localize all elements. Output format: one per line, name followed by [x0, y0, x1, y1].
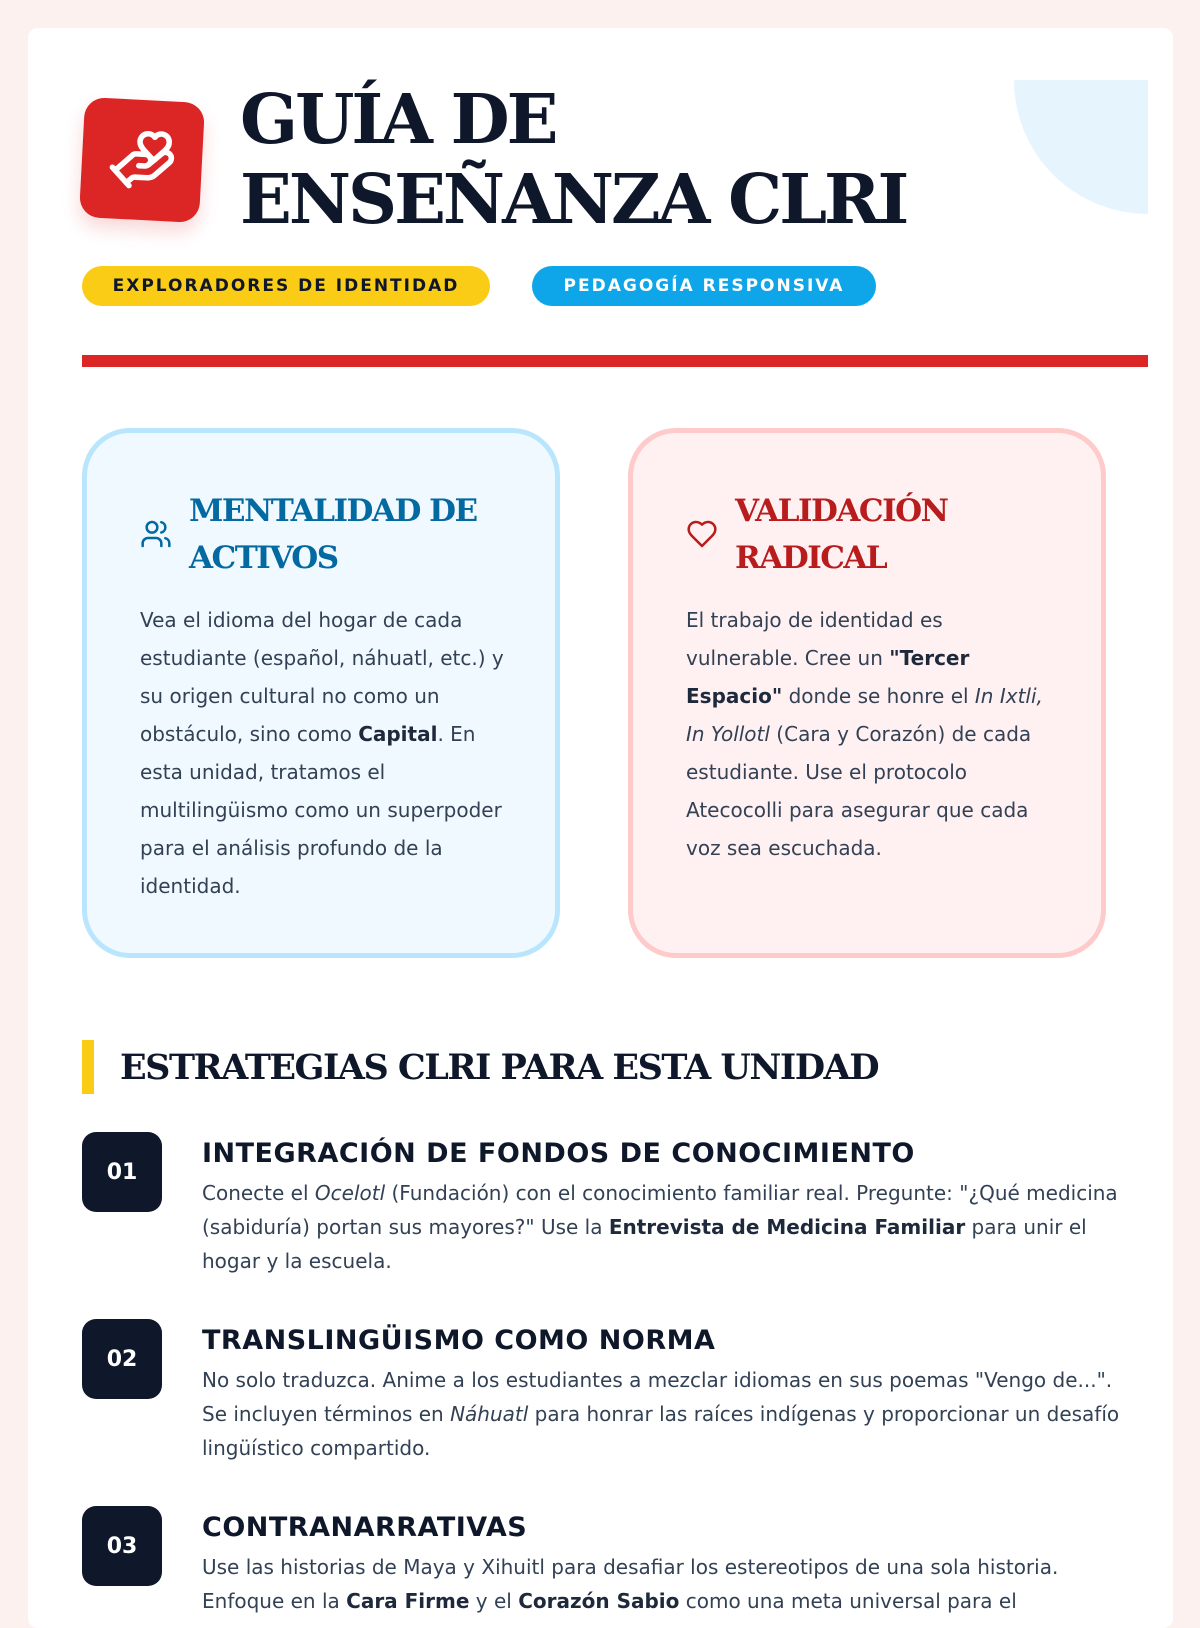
strategy-item — [82, 1319, 1148, 1479]
heart-icon — [686, 518, 718, 550]
strategy-body: No solo traduzca. Anime a los estudiantes a mezclar idiomas en sus poemas "Vengo de...". Se incluyen términos en Náhuatl para honrar las raíces indígenas y proporcionar un desafío lingüístico compartido. — [202, 1368, 1120, 1460]
section-accent-bar — [82, 1040, 94, 1094]
card-title: VALIDACIÓN RADICAL — [735, 493, 948, 576]
card-body: Vea el idioma del hogar de cada estudiante (español, náhuatl, etc.) y su origen cultural no como un obstáculo, sino como Capital. En esta unidad, tratamos el multilingüismo como un superpoder para el análisis profundo de la identidad. — [140, 608, 504, 898]
heart-hand-icon — [105, 123, 179, 197]
strategy-item — [82, 1132, 1148, 1292]
logo-badge — [79, 97, 205, 223]
users-icon — [140, 518, 172, 550]
card-validacion-radical — [628, 428, 1106, 958]
tag-exploradores: EXPLORADORES DE IDENTIDAD — [82, 266, 490, 306]
teaching-guide-page — [28, 28, 1173, 1628]
strategy-body: Conecte el Ocelotl (Fundación) con el conocimiento familiar real. Pregunte: "¿Qué medicina (sabiduría) portan sus mayores?" Use la Entrevista de Medicina Familiar para unir el hogar y la escuela. — [202, 1181, 1118, 1273]
strategy-number: 01 — [82, 1132, 162, 1212]
strategy-body: Use las historias de Maya y Xihuitl para desafiar los estereotipos de una sola historia. Enfoque en la Cara Firme y el Corazón Sabio como una meta universal para el — [202, 1555, 1059, 1613]
page-title: GUÍA DE ENSEÑANZA CLRI — [240, 80, 907, 240]
header-divider — [82, 355, 1148, 367]
card-body: El trabajo de identidad es vulnerable. Cree un "Tercer Espacio" donde se honre el In Ixtli, In Yollotl (Cara y Corazón) de cada estudiante. Use el protocolo Atecocolli para asegurar que cada voz sea escuchada. — [686, 608, 1043, 860]
tag-pedagogia: PEDAGOGÍA RESPONSIVA — [532, 266, 876, 306]
strategy-item — [82, 1506, 1148, 1628]
card-title: MENTALIDAD DE ACTIVOS — [189, 493, 477, 576]
section-title: ESTRATEGIAS CLRI PARA ESTA UNIDAD — [120, 1047, 879, 1088]
strategy-number: 03 — [82, 1506, 162, 1586]
strategy-title: TRANSLINGÜISMO COMO NORMA — [202, 1325, 716, 1356]
strategy-title: INTEGRACIÓN DE FONDOS DE CONOCIMIENTO — [202, 1138, 915, 1169]
strategy-title: CONTRANARRATIVAS — [202, 1512, 528, 1543]
strategy-number: 02 — [82, 1319, 162, 1399]
card-mentalidad-activos — [82, 428, 560, 958]
